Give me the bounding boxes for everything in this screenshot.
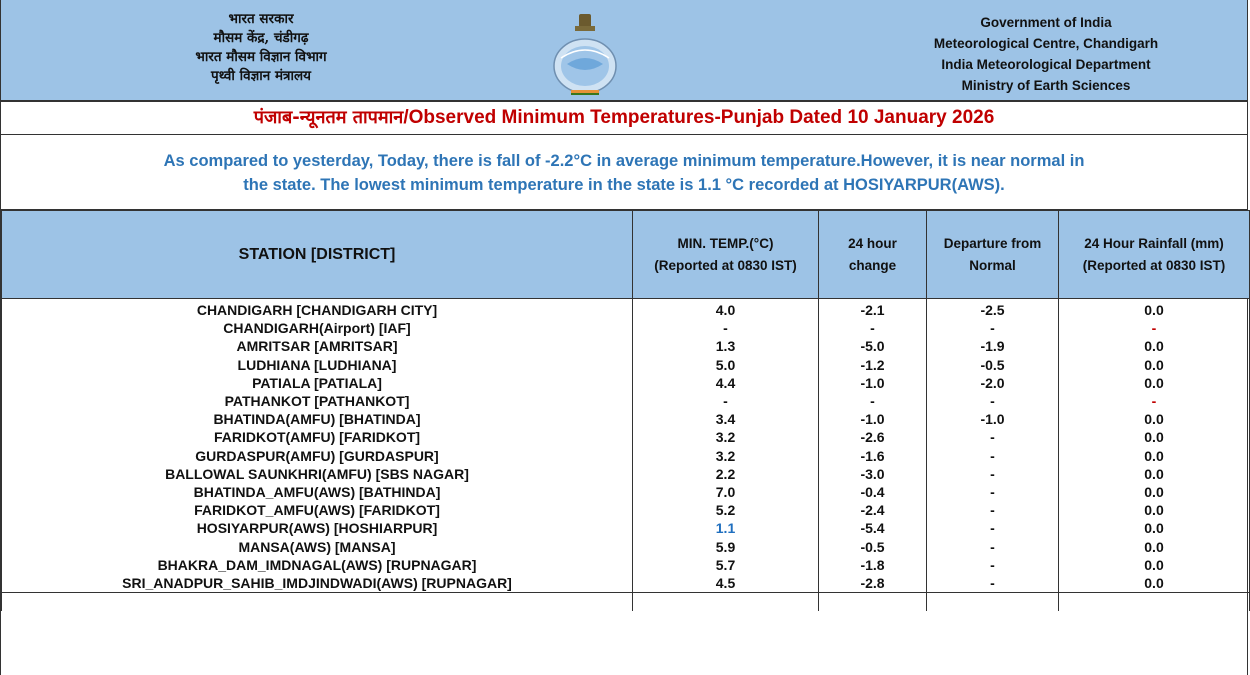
- min-temp-cell: 4.0: [633, 299, 819, 320]
- table-row: [2, 392, 1250, 410]
- imd-emblem-logo: [549, 12, 621, 96]
- table-row: [2, 556, 1250, 574]
- station-cell: BHATINDA(AMFU) [BHATINDA]: [2, 410, 633, 428]
- change-cell: -: [819, 319, 927, 337]
- departure-cell: -: [927, 392, 1059, 410]
- rain-cell: 0.0: [1059, 519, 1250, 537]
- departure-cell: -2.0: [927, 374, 1059, 392]
- english-line: Ministry of Earth Sciences: [961, 78, 1131, 93]
- departure-cell: -0.5: [927, 356, 1059, 374]
- header-min-temp: [633, 211, 819, 299]
- table-row: [2, 447, 1250, 465]
- change-cell: -: [819, 392, 927, 410]
- departure-cell: -: [927, 501, 1059, 519]
- rain-cell: -: [1059, 392, 1250, 410]
- rain-cell: 0.0: [1059, 501, 1250, 519]
- table-body: [2, 299, 1250, 612]
- min-temp-cell: 5.2: [633, 501, 819, 519]
- empty-cell: [819, 593, 927, 612]
- table-row: [2, 428, 1250, 446]
- empty-cell: [2, 593, 633, 612]
- change-cell: -2.6: [819, 428, 927, 446]
- rain-cell: 0.0: [1059, 465, 1250, 483]
- min-temp-cell: 3.2: [633, 447, 819, 465]
- rain-cell: 0.0: [1059, 356, 1250, 374]
- table-row: [2, 501, 1250, 519]
- station-cell: AMRITSAR [AMRITSAR]: [2, 337, 633, 355]
- station-cell: PATHANKOT [PATHANKOT]: [2, 392, 633, 410]
- station-cell: FARIDKOT_AMFU(AWS) [FARIDKOT]: [2, 501, 633, 519]
- header-text: 24 hour: [848, 235, 897, 251]
- hindi-line: भारत मौसम विज्ञान विभाग: [195, 49, 327, 65]
- header-text: Departure from: [943, 235, 1042, 251]
- station-cell: CHANDIGARH(Airport) [IAF]: [2, 319, 633, 337]
- english-line: India Meteorological Department: [941, 57, 1151, 72]
- departure-cell: -: [927, 428, 1059, 446]
- min-temp-cell: 4.5: [633, 574, 819, 593]
- hindi-line: पृथ्वी विज्ञान मंत्रालय: [211, 68, 311, 84]
- station-cell: MANSA(AWS) [MANSA]: [2, 537, 633, 555]
- table-row: [2, 374, 1250, 392]
- change-cell: -2.4: [819, 501, 927, 519]
- header-rainfall: [1059, 211, 1250, 299]
- table-row: [2, 519, 1250, 537]
- min-temp-cell: -: [633, 319, 819, 337]
- min-temp-cell: 4.4: [633, 374, 819, 392]
- table-row: [2, 483, 1250, 501]
- station-cell: CHANDIGARH [CHANDIGARH CITY]: [2, 299, 633, 320]
- header-24h-change: [819, 211, 927, 299]
- header-text: Normal: [969, 257, 1016, 273]
- rain-cell: 0.0: [1059, 299, 1250, 320]
- min-temp-cell: 3.4: [633, 410, 819, 428]
- header-text: change: [848, 257, 897, 273]
- english-line: Meteorological Centre, Chandigarh: [933, 36, 1159, 51]
- min-temp-cell: 5.9: [633, 537, 819, 555]
- summary-text: [1, 135, 1247, 210]
- table-row: [2, 319, 1250, 337]
- departure-cell: -1.0: [927, 410, 1059, 428]
- temperature-table: [1, 210, 1250, 611]
- summary-line: As compared to yesterday, Today, there is fall of -2.2°C in average minimum temperature.However, it is near normal in: [163, 152, 1085, 170]
- departure-cell: -: [927, 447, 1059, 465]
- departure-cell: -1.9: [927, 337, 1059, 355]
- rain-cell: 0.0: [1059, 483, 1250, 501]
- header-text: MIN. TEMP.(°C): [677, 235, 774, 251]
- hindi-line: भारत सरकार: [228, 11, 294, 27]
- summary-line: the state. The lowest minimum temperature in the state is 1.1 °C recorded at HOSIYARPUR(AWS).: [243, 176, 1005, 194]
- header-text: (Reported at 0830 IST): [654, 257, 797, 273]
- rain-cell: -: [1059, 319, 1250, 337]
- min-temp-cell-lowest: 1.1: [633, 519, 819, 537]
- change-cell: -2.1: [819, 299, 927, 320]
- departure-cell: -: [927, 519, 1059, 537]
- report-header: [1, 0, 1247, 102]
- empty-cell: [633, 593, 819, 612]
- header-text: 24 Hour Rainfall (mm): [1084, 235, 1224, 251]
- departure-cell: -: [927, 574, 1059, 593]
- header-station: STATION [DISTRICT]: [2, 211, 633, 299]
- change-cell: -0.4: [819, 483, 927, 501]
- min-temp-cell: 7.0: [633, 483, 819, 501]
- change-cell: -0.5: [819, 537, 927, 555]
- english-org-block: [851, 12, 1241, 96]
- table-row: [2, 574, 1250, 593]
- header-text: (Reported at 0830 IST): [1082, 257, 1226, 273]
- station-cell: BHAKRA_DAM_IMDNAGAL(AWS) [RUPNAGAR]: [2, 556, 633, 574]
- change-cell: -1.6: [819, 447, 927, 465]
- table-row: [2, 410, 1250, 428]
- rain-cell: 0.0: [1059, 574, 1250, 593]
- hindi-line: मौसम केंद्र, चंडीगढ़: [213, 30, 309, 46]
- rain-cell: 0.0: [1059, 537, 1250, 555]
- change-cell: -5.4: [819, 519, 927, 537]
- departure-cell: -2.5: [927, 299, 1059, 320]
- empty-row: [2, 593, 1250, 612]
- header-departure: [927, 211, 1059, 299]
- change-cell: -2.8: [819, 574, 927, 593]
- station-cell: BALLOWAL SAUNKHRI(AMFU) [SBS NAGAR]: [2, 465, 633, 483]
- empty-cell: [927, 593, 1059, 612]
- min-temp-cell: 5.0: [633, 356, 819, 374]
- station-cell: SRI_ANADPUR_SAHIB_IMDJINDWADI(AWS) [RUPNAGAR]: [2, 574, 633, 593]
- departure-cell: -: [927, 319, 1059, 337]
- english-line: Government of India: [980, 15, 1112, 30]
- rain-cell: 0.0: [1059, 410, 1250, 428]
- change-cell: -1.0: [819, 374, 927, 392]
- station-cell: HOSIYARPUR(AWS) [HOSHIARPUR]: [2, 519, 633, 537]
- hindi-org-block: [161, 10, 361, 86]
- min-temp-cell: 3.2: [633, 428, 819, 446]
- rain-cell: 0.0: [1059, 337, 1250, 355]
- station-cell: GURDASPUR(AMFU) [GURDASPUR]: [2, 447, 633, 465]
- departure-cell: -: [927, 483, 1059, 501]
- rain-cell: 0.0: [1059, 428, 1250, 446]
- change-cell: -1.8: [819, 556, 927, 574]
- report-title: [1, 102, 1247, 135]
- change-cell: -1.0: [819, 410, 927, 428]
- table-row: [2, 356, 1250, 374]
- table-row: [2, 337, 1250, 355]
- rain-cell: 0.0: [1059, 374, 1250, 392]
- change-cell: -1.2: [819, 356, 927, 374]
- rain-cell: 0.0: [1059, 556, 1250, 574]
- change-cell: -3.0: [819, 465, 927, 483]
- min-temp-cell: -: [633, 392, 819, 410]
- min-temp-cell: 1.3: [633, 337, 819, 355]
- table-row: [2, 465, 1250, 483]
- table-row: [2, 537, 1250, 555]
- title-hindi: पंजाब-न्यूनतम तापमान: [253, 107, 404, 128]
- station-cell: FARIDKOT(AMFU) [FARIDKOT]: [2, 428, 633, 446]
- table-header-row: [2, 211, 1250, 299]
- departure-cell: -: [927, 556, 1059, 574]
- change-cell: -5.0: [819, 337, 927, 355]
- table-row: [2, 299, 1250, 320]
- station-cell: PATIALA [PATIALA]: [2, 374, 633, 392]
- departure-cell: -: [927, 537, 1059, 555]
- departure-cell: -: [927, 465, 1059, 483]
- title-english: /Observed Minimum Temperatures-Punjab Dated 10 January 2026: [403, 107, 995, 128]
- empty-cell: [1059, 593, 1250, 612]
- station-cell: BHATINDA_AMFU(AWS) [BATHINDA]: [2, 483, 633, 501]
- station-cell: LUDHIANA [LUDHIANA]: [2, 356, 633, 374]
- min-temp-cell: 5.7: [633, 556, 819, 574]
- min-temp-cell: 2.2: [633, 465, 819, 483]
- rain-cell: 0.0: [1059, 447, 1250, 465]
